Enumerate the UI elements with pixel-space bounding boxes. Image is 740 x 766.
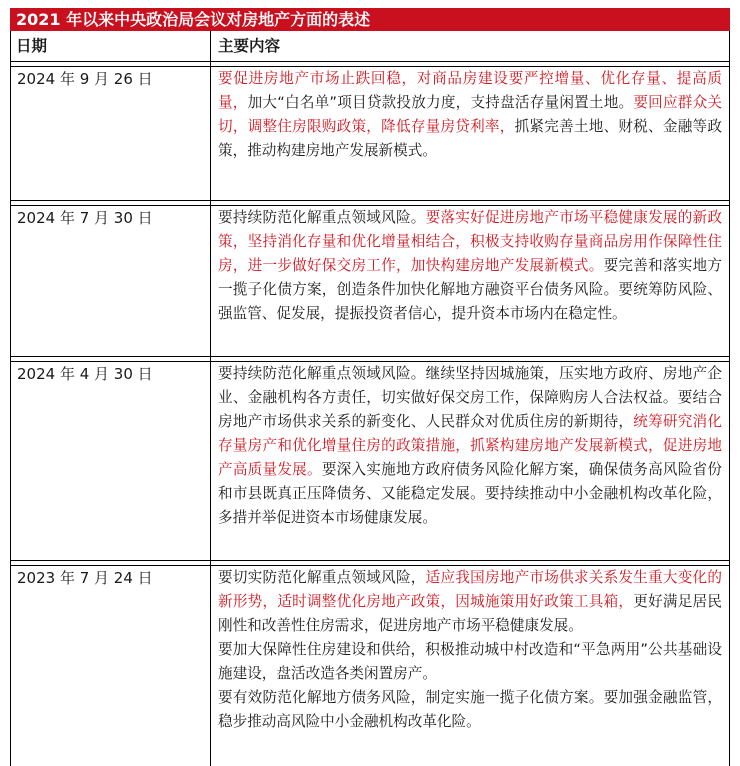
body-text: 要完善和落实地方一揽子化债方案，创造条件加快化解地方融资平台债务风险。要统筹防风险、强监管、促发展，提振投资者信心，提升资本市场内在稳定性。	[218, 257, 722, 322]
row-date: 2024 年 4 月 30 日	[17, 365, 153, 383]
body-text: 要切实防范化解重点领域风险，	[218, 569, 426, 586]
highlighted-text: 适应我国房地产市场供求关系发生重大变化的新形势，适时调整优化房地产政策，因城施策用好政策工具箱，	[218, 569, 722, 610]
row-date: 2023 年 7 月 24 日	[17, 569, 153, 587]
content-paragraph	[218, 67, 722, 163]
highlighted-text: 统筹研究消化存量房产和优化增量住房的政策措施，抓紧构建房地产发展新模式，促进房地产高质量发展。	[218, 413, 722, 478]
body-text: 抓紧完善土地、财税、金融等政策，推动构建房地产发展新模式。	[218, 118, 722, 159]
row-content	[218, 67, 722, 163]
highlighted-text: 要落实好促进房地产市场平稳健康发展的新政策，坚持消化存量和优化增量相结合，积极支持收购存量商品房用作保障性住房，进一步做好保交房工作，加快构建房地产发展新模式。	[218, 209, 722, 274]
body-text: 要持续防范化解重点领域风险。	[218, 209, 426, 226]
column-divider	[210, 31, 211, 766]
body-text: 要加大保障性住房建设和供给，积极推动城中村改造和“平急两用”公共基础设施建设，盘活改造各类闲置房产。	[218, 641, 722, 682]
header-date: 日期	[16, 37, 48, 55]
divider-row-2	[10, 356, 730, 357]
row-content	[218, 362, 722, 530]
content-paragraph	[218, 566, 722, 638]
body-text: 要持续防范化解重点领域风险。继续坚持因城施策，压实地方政府、房地产企业、金融机构各方责任，切实做好保交房工作，保障购房人合法权益。要结合房地产市场供求关系的新变化、人民群众对优质住房的新期待，	[218, 365, 722, 430]
divider-row-3	[10, 560, 730, 561]
row-date: 2024 年 7 月 30 日	[17, 209, 153, 227]
body-text: 要深入实施地方政府债务风险化解方案，确保债务高风险省份和市县既真正压降债务、又能稳定发展。要持续推动中小金融机构改革化险，多措并举促进资本市场健康发展。	[218, 461, 722, 526]
row-date: 2024 年 9 月 26 日	[17, 70, 153, 88]
header-content: 主要内容	[218, 37, 281, 55]
highlighted-text: 要促进房地产市场止跌回稳，对商品房建设要严控增量、优化存量、提高质量，	[218, 70, 722, 111]
body-text: 要有效防范化解地方债务风险，制定实施一揽子化债方案。要加强金融监管，稳步推动高风险中小金融机构改革化险。	[218, 689, 722, 730]
content-paragraph	[218, 638, 722, 686]
body-text: 加大“白名单”项目贷款投放力度，支持盘活存量闲置土地。	[247, 94, 634, 111]
divider-row-1	[10, 200, 730, 201]
row-content	[218, 566, 722, 734]
content-paragraph	[218, 686, 722, 734]
row-content	[218, 206, 722, 326]
content-paragraph	[218, 362, 722, 530]
divider-header	[10, 61, 730, 62]
content-paragraph	[218, 206, 722, 326]
highlighted-text: 要回应群众关切，调整住房限购政策，降低存量房贷利率，	[218, 94, 722, 135]
table-title: 2021 年以来中央政治局会议对房地产方面的表述	[10, 8, 730, 31]
body-text: 更好满足居民刚性和改善性住房需求，促进房地产市场平稳健康发展。	[218, 593, 722, 634]
